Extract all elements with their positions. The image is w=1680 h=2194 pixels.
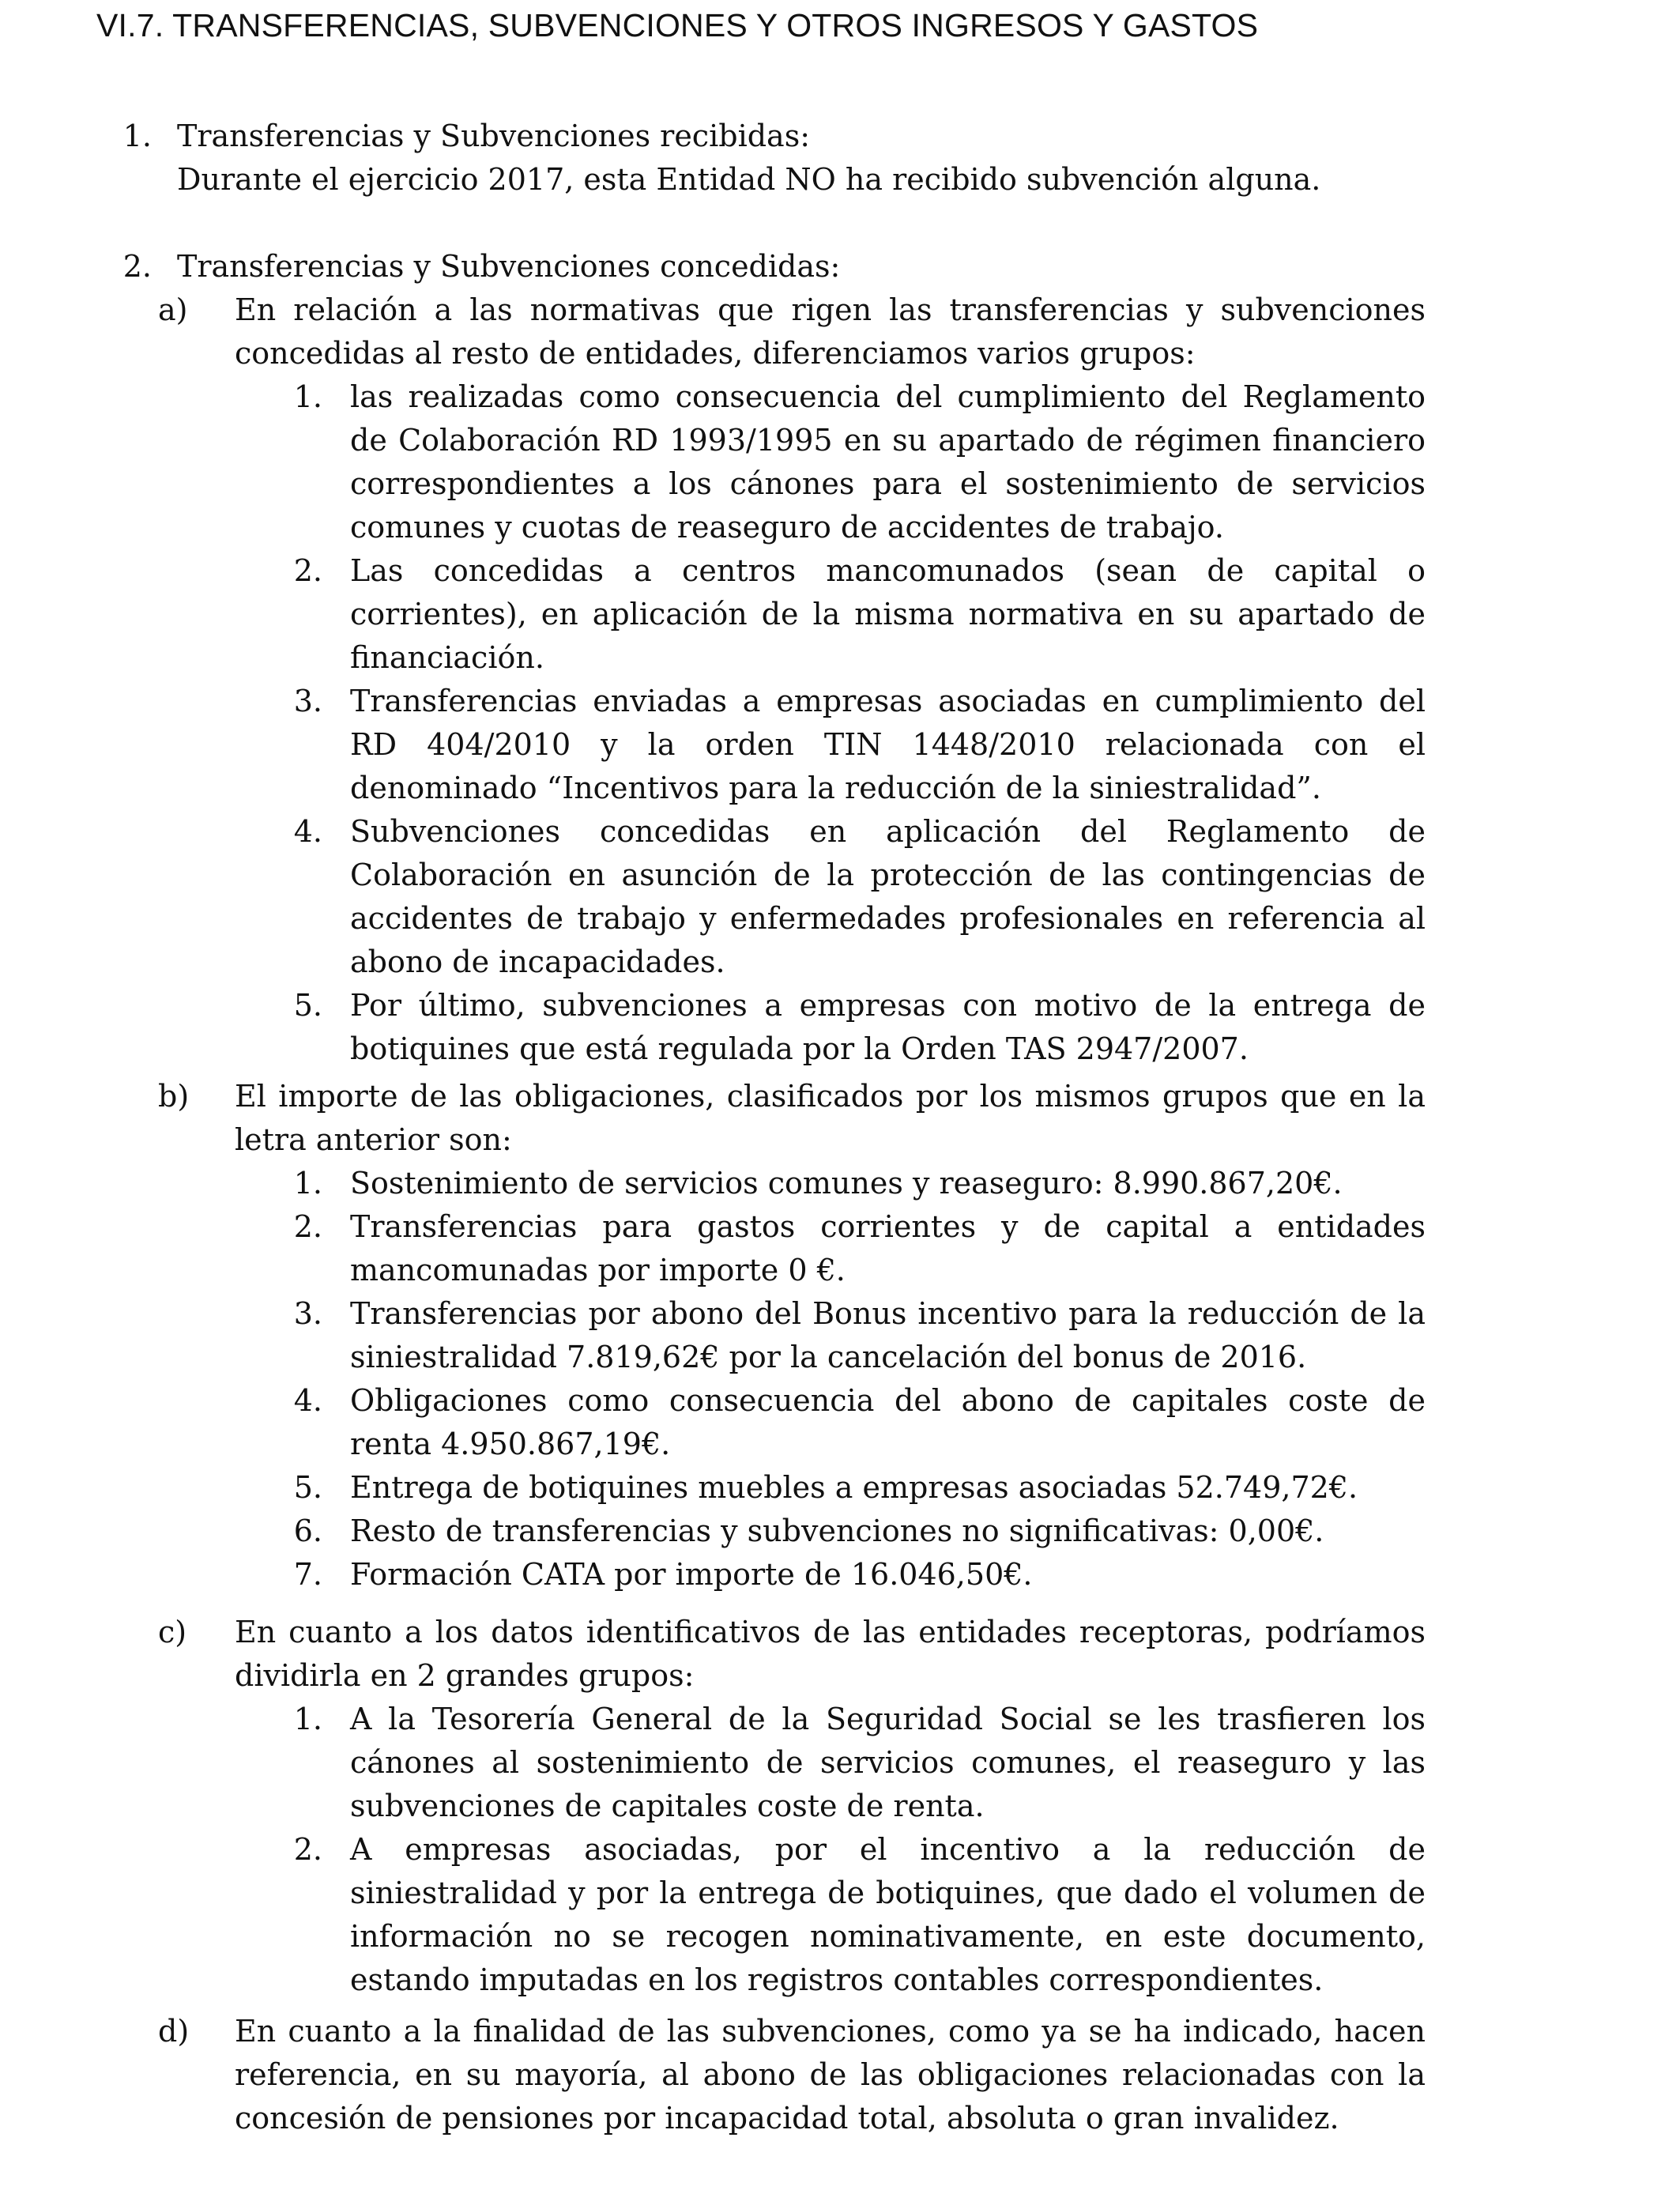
subsection-c-text: En cuanto a los datos identificativos de las entidades receptoras, podríamos dividirla en 2 grandes grupos: — [235, 1615, 1426, 1693]
subsection-b-letter: b) — [158, 1079, 190, 1114]
list-item-text: Las concedidas a centros mancomunados (sean de capital o corrientes), en aplicación de la misma normativa en su apartado de financiación. — [350, 553, 1426, 675]
section-1-title: Transferencias y Subvenciones recibidas: — [177, 119, 811, 153]
list-item-number: 5. — [293, 1470, 322, 1505]
section-1-text: Durante el ejercicio 2017, esta Entidad NO ha recibido subvención alguna. — [177, 162, 1321, 197]
subsection-b-text: El importe de las obligaciones, clasificados por los mismos grupos que en la letra anterior son: — [235, 1079, 1426, 1157]
subsection-d-text: En cuanto a la finalidad de las subvenciones, como ya se ha indicado, hacen referencia, en su mayoría, al abono de las obligaciones relacionadas con la concesión de pensiones por incapacidad total, absoluta o gran invalidez. — [235, 2014, 1426, 2136]
list-item-text: Transferencias enviadas a empresas asociadas en cumplimiento del RD 404/2010 y la orden TIN 1448/2010 relacionada con el denominado “Incentivos para la reducción de la siniestralidad”. — [350, 684, 1426, 805]
list-item-text: A la Tesorería General de la Seguridad Social se les trasfieren los cánones al sostenimiento de servicios comunes, el reaseguro y las subvenciones de capitales coste de renta. — [350, 1702, 1426, 1823]
list-item-text: Transferencias por abono del Bonus incentivo para la reducción de la siniestralidad 7.819,62€ por la cancelación del bonus de 2016. — [350, 1296, 1426, 1374]
list-item-number: 3. — [293, 684, 322, 718]
list-item-text: las realizadas como consecuencia del cumplimiento del Reglamento de Colaboración RD 1993/1995 en su apartado de régimen financiero correspondientes a los cánones para el sostenimiento de servicios comunes y cuotas de reaseguro de accidentes de trabajo. — [350, 379, 1426, 545]
list-item-number: 1. — [293, 1702, 322, 1736]
list-item-text: Formación CATA por importe de 16.046,50€. — [350, 1557, 1033, 1592]
list-item-number: 2. — [293, 1209, 322, 1244]
list-item-text: Entrega de botiquines muebles a empresas asociadas 52.749,72€. — [350, 1470, 1358, 1505]
list-item-text: Sostenimiento de servicios comunes y reaseguro: 8.990.867,20€. — [350, 1166, 1343, 1201]
list-item-text: Resto de transferencias y subvenciones no significativas: 0,00€. — [350, 1514, 1324, 1548]
section-2-title: Transferencias y Subvenciones concedidas: — [177, 249, 841, 284]
list-item-number: 2. — [293, 553, 322, 588]
section-heading: VI.7. TRANSFERENCIAS, SUBVENCIONES Y OTROS INGRESOS Y GASTOS — [96, 7, 1259, 43]
list-item-text: Transferencias para gastos corrientes y de capital a entidades mancomunadas por importe 0 €. — [350, 1209, 1426, 1287]
list-item-number: 1. — [293, 1166, 322, 1201]
list-item-number: 3. — [293, 1296, 322, 1331]
list-item-number: 1. — [293, 379, 322, 414]
subsection-c-letter: c) — [158, 1615, 187, 1649]
list-item-number: 7. — [293, 1557, 322, 1592]
section-2-number: 2. — [122, 249, 152, 284]
list-item-number: 5. — [293, 988, 322, 1023]
list-item-number: 4. — [293, 1383, 322, 1418]
subsection-d-letter: d) — [158, 2014, 190, 2049]
list-item-number: 2. — [293, 1832, 322, 1867]
list-item-number: 4. — [293, 814, 322, 849]
section-1-number: 1. — [122, 119, 152, 153]
subsection-a-text: En relación a las normativas que rigen las transferencias y subvenciones concedidas al resto de entidades, diferenciamos varios grupos: — [235, 292, 1426, 371]
list-item-text: Por último, subvenciones a empresas con motivo de la entrega de botiquines que está regulada por la Orden TAS 2947/2007. — [350, 988, 1426, 1066]
list-item-text: Obligaciones como consecuencia del abono de capitales coste de renta 4.950.867,19€. — [350, 1383, 1426, 1461]
list-item-text: Subvenciones concedidas en aplicación del Reglamento de Colaboración en asunción de la protección de las contingencias de accidentes de trabajo y enfermedades profesionales en referencia al abono de incapacidades. — [350, 814, 1426, 979]
subsection-a-letter: a) — [158, 292, 188, 327]
list-item-text: A empresas asociadas, por el incentivo a la reducción de siniestralidad y por la entrega de botiquines, que dado el volumen de información no se recogen nominativamente, en este documento, estando imputadas en los registros contables correspondientes. — [350, 1832, 1426, 1997]
list-item-number: 6. — [293, 1514, 322, 1548]
